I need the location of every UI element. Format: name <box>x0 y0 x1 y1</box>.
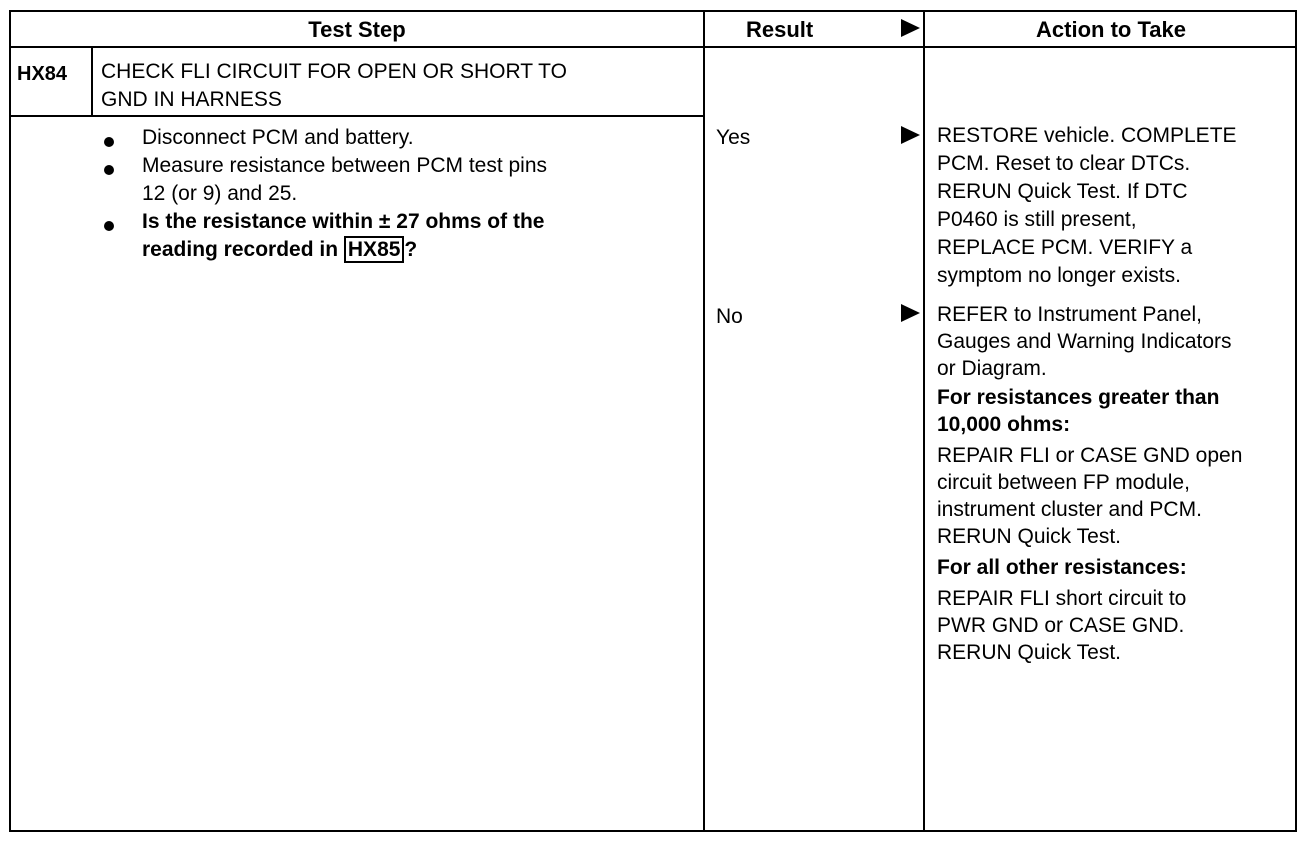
arrow-right-icon <box>901 19 920 37</box>
action-yes-line: RERUN Quick Test. If DTC <box>937 180 1188 203</box>
step-bullet-2-line-1: Measure resistance between PCM test pins <box>142 154 548 177</box>
result-column-divider <box>703 12 705 830</box>
action-no-condition-1: 10,000 ohms: <box>937 413 1071 436</box>
result-yes: Yes <box>716 126 751 149</box>
action-yes-line: PCM. Reset to clear DTCs. <box>937 152 1191 175</box>
bullet-icon <box>104 221 114 231</box>
action-yes-line: REPLACE PCM. VERIFY a <box>937 236 1193 259</box>
action-yes <box>937 122 1237 290</box>
action-no-line: RERUN Quick Test. <box>937 525 1121 548</box>
action-no-line: PWR GND or CASE GND. <box>937 614 1185 637</box>
action-yes-line: P0460 is still present, <box>937 208 1137 231</box>
step-bullet-3-pre: reading recorded in <box>142 238 339 261</box>
action-no-condition-1: For resistances greater than <box>937 386 1220 409</box>
action-no-line: or Diagram. <box>937 357 1047 380</box>
header-action: Action to Take <box>1036 17 1186 42</box>
action-no-line: circuit between FP module, <box>937 471 1190 494</box>
action-column-divider <box>923 12 925 830</box>
arrow-right-icon <box>901 126 920 144</box>
action-no-line: instrument cluster and PCM. <box>937 498 1202 521</box>
step-bullet-3-line-1: Is the resistance within ± 27 ohms of the <box>142 210 545 233</box>
step-title-line-2: GND IN HARNESS <box>101 88 282 111</box>
step-bullet-3-post: ? <box>404 238 418 261</box>
bullet-icon <box>104 165 114 175</box>
action-no <box>937 301 1242 666</box>
step-id-divider <box>91 48 93 116</box>
action-no-line: REFER to Instrument Panel, <box>937 303 1202 326</box>
header-result: Result <box>746 17 814 42</box>
action-yes-line: symptom no longer exists. <box>937 264 1181 287</box>
action-no-condition-2: For all other resistances: <box>937 556 1187 579</box>
bullet-icon <box>104 137 114 147</box>
step-title-divider <box>11 115 703 117</box>
step-bullet-3-line-2 <box>142 236 417 264</box>
step-title-line-1: CHECK FLI CIRCUIT FOR OPEN OR SHORT TO <box>101 60 567 83</box>
action-no-line: REPAIR FLI or CASE GND open <box>937 444 1243 467</box>
header-divider <box>11 46 1297 48</box>
step-reference-box: HX85 <box>344 236 405 263</box>
step-bullet-1: Disconnect PCM and battery. <box>142 126 414 149</box>
arrow-right-icon <box>901 304 920 322</box>
action-no-line: REPAIR FLI short circuit to <box>937 587 1187 610</box>
result-no: No <box>716 305 743 328</box>
action-no-line: Gauges and Warning Indicators <box>937 330 1232 353</box>
step-id: HX84 <box>17 63 68 85</box>
action-no-line: RERUN Quick Test. <box>937 641 1121 664</box>
action-yes-line: RESTORE vehicle. COMPLETE <box>937 124 1237 147</box>
header-test-step: Test Step <box>308 17 406 42</box>
test-step-table <box>9 10 1297 832</box>
step-bullet-2-line-2: 12 (or 9) and 25. <box>142 182 298 205</box>
